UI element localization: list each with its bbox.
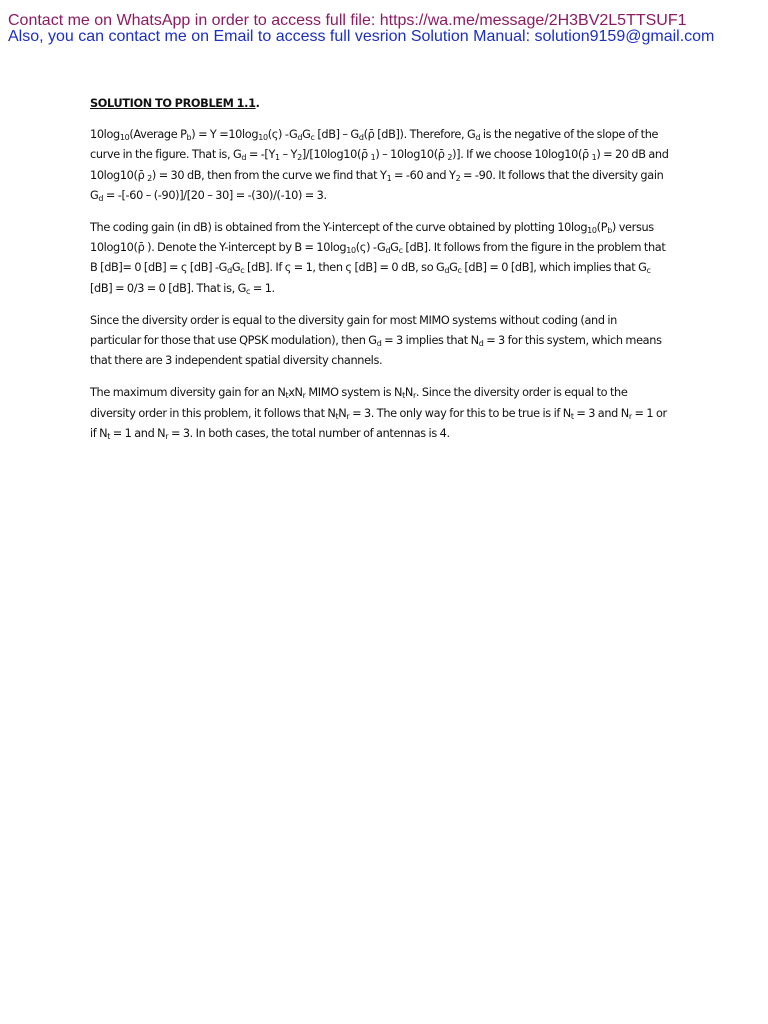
text-run: N bbox=[338, 406, 347, 420]
text-run: ) – 10log10(ρ̄ bbox=[375, 148, 448, 162]
text-run: – Y bbox=[279, 148, 298, 162]
subscript-text: d bbox=[444, 266, 450, 276]
paragraph-diversity-order bbox=[90, 311, 670, 372]
subscript-text: d bbox=[297, 133, 303, 143]
subscript-text: 2 bbox=[297, 153, 302, 163]
text-run: G bbox=[231, 261, 241, 275]
text-run: = 3 for this system, which means that there are 3 independent spatial diversity channels. bbox=[90, 334, 662, 368]
subscript-text: d bbox=[385, 246, 391, 256]
subscript-text: t bbox=[402, 391, 405, 401]
text-run: The coding gain (in dB) is obtained from the Y-intercept of the curve obtained by plotting 10log bbox=[90, 221, 588, 235]
subscript-text: r bbox=[628, 411, 632, 421]
text-run: = -60 and Y bbox=[391, 168, 456, 182]
subscript-text: 2 bbox=[147, 173, 152, 183]
text-run: G bbox=[390, 241, 399, 255]
solution-title bbox=[90, 94, 670, 114]
text-run: = 3. In both cases, the total number of antennas is 4. bbox=[168, 426, 450, 440]
subscript-text: d bbox=[98, 193, 104, 203]
text-run: = 3. The only way for this to be true is if N bbox=[349, 406, 571, 420]
subscript-text: d bbox=[376, 339, 382, 349]
email-contact-banner: Also, you can contact me on Email to access full vesrion Solution Manual: solution9159@gmail.com bbox=[8, 28, 715, 45]
paragraph-diversity-gain bbox=[90, 125, 670, 206]
subscript-text: 10 bbox=[346, 246, 356, 256]
subscript-text: 10 bbox=[258, 133, 268, 143]
subscript-text: d bbox=[475, 133, 481, 143]
text-run: [dB] = 0/3 = 0 [dB]. That is, G bbox=[90, 281, 247, 295]
subscript-text: 10 bbox=[587, 226, 597, 236]
solution-document bbox=[90, 94, 670, 456]
subscript-text: 1 bbox=[591, 153, 597, 163]
text-run: (P bbox=[596, 221, 608, 235]
text-run: [dB] – G bbox=[314, 128, 359, 142]
text-run: N bbox=[404, 386, 413, 400]
subscript-text: t bbox=[285, 391, 289, 401]
subscript-text: r bbox=[165, 431, 169, 441]
text-run: ) = Y =10log bbox=[191, 128, 259, 142]
subscript-text: r bbox=[412, 391, 416, 401]
subscript-text: 2 bbox=[455, 173, 461, 183]
text-run: )]. If we choose 10log10(ρ̄ bbox=[452, 148, 592, 162]
text-run: = 1. bbox=[250, 281, 275, 295]
text-run: = 1 or if N bbox=[90, 406, 667, 440]
text-run: = -[-60 – (-90)]/[20 – 30] = -(30)/(-10) = 3. bbox=[103, 188, 327, 202]
subscript-text: c bbox=[246, 286, 251, 296]
subscript-text: d bbox=[478, 339, 484, 349]
subscript-text: t bbox=[107, 431, 111, 441]
solution-title-text: SOLUTION TO PROBLEM 1.1 bbox=[90, 97, 256, 110]
subscript-text: 1 bbox=[370, 153, 376, 163]
subscript-text: 1 bbox=[386, 173, 392, 183]
subscript-text: c bbox=[457, 266, 462, 276]
text-run: The maximum diversity gain for an N bbox=[90, 386, 286, 400]
text-run: 10log bbox=[90, 128, 120, 142]
subscript-text: t bbox=[335, 411, 339, 421]
text-run: ) = 30 dB, then from the curve we find that Y bbox=[151, 168, 387, 182]
text-run: [dB]. If ς = 1, then ς [dB] = 0 dB, so G bbox=[244, 261, 445, 275]
text-run: (ς) -G bbox=[355, 241, 386, 255]
text-run: [dB] = 0 [dB], which implies that G bbox=[461, 261, 647, 275]
text-run: (Average P bbox=[129, 128, 187, 142]
text-run: G bbox=[302, 128, 311, 142]
text-run: = 1 and N bbox=[110, 426, 166, 440]
text-run: . Since the diversity order is equal to the diversity order in this problem, it follows that N bbox=[90, 386, 628, 420]
text-run: [dB]. It follows from the figure in the problem that B [dB]= 0 [dB] = ς [dB] -G bbox=[90, 241, 666, 275]
subscript-text: d bbox=[227, 266, 232, 276]
subscript-text: c bbox=[646, 266, 651, 276]
subscript-text: r bbox=[302, 391, 306, 401]
text-run: (ς) -G bbox=[267, 128, 298, 142]
text-run: Since the diversity order is equal to the diversity gain for most MIMO systems without coding (and in particular for those that use QPSK modulation), then G bbox=[90, 313, 617, 348]
whatsapp-contact-banner: Contact me on WhatsApp in order to access full file: https://wa.me/message/2H3BV2L5TTSUF1 bbox=[8, 12, 687, 29]
paragraph-coding-gain bbox=[90, 218, 670, 299]
text-run: G bbox=[449, 261, 458, 275]
text-run: ) versus 10log10(ρ̄ ). Denote the Y-intercept by B = 10log bbox=[90, 221, 654, 255]
subscript-text: d bbox=[358, 133, 364, 143]
subscript-text: c bbox=[310, 133, 315, 143]
text-run: = -90. It follows that the diversity gain G bbox=[90, 168, 664, 202]
text-run: = 3 implies that N bbox=[381, 334, 479, 348]
subscript-text: 10 bbox=[119, 133, 130, 143]
text-run: (ρ̄ [dB]). Therefore, G bbox=[363, 128, 476, 142]
subscript-text: c bbox=[240, 266, 245, 276]
text-run: MIMO system is N bbox=[305, 386, 403, 400]
subscript-text: d bbox=[241, 153, 247, 163]
subscript-text: 2 bbox=[447, 153, 453, 163]
text-run: xN bbox=[288, 386, 303, 400]
subscript-text: r bbox=[346, 411, 350, 421]
subscript-text: 1 bbox=[275, 153, 280, 163]
text-run: ]/[10log10(ρ̄ bbox=[301, 148, 371, 162]
text-run: ) = 20 dB and 10log10(ρ̄ bbox=[90, 148, 669, 182]
text-run: is the negative of the slope of the curve in the figure. That is, G bbox=[90, 128, 659, 162]
subscript-text: b bbox=[186, 133, 192, 143]
paragraph-antenna-count bbox=[90, 383, 670, 444]
text-run: = 3 and N bbox=[573, 406, 629, 420]
subscript-text: t bbox=[570, 411, 574, 421]
text-run: = -[Y bbox=[246, 148, 276, 162]
subscript-text: c bbox=[398, 246, 403, 256]
solution-title-punct: . bbox=[255, 97, 260, 110]
subscript-text: b bbox=[607, 226, 612, 236]
